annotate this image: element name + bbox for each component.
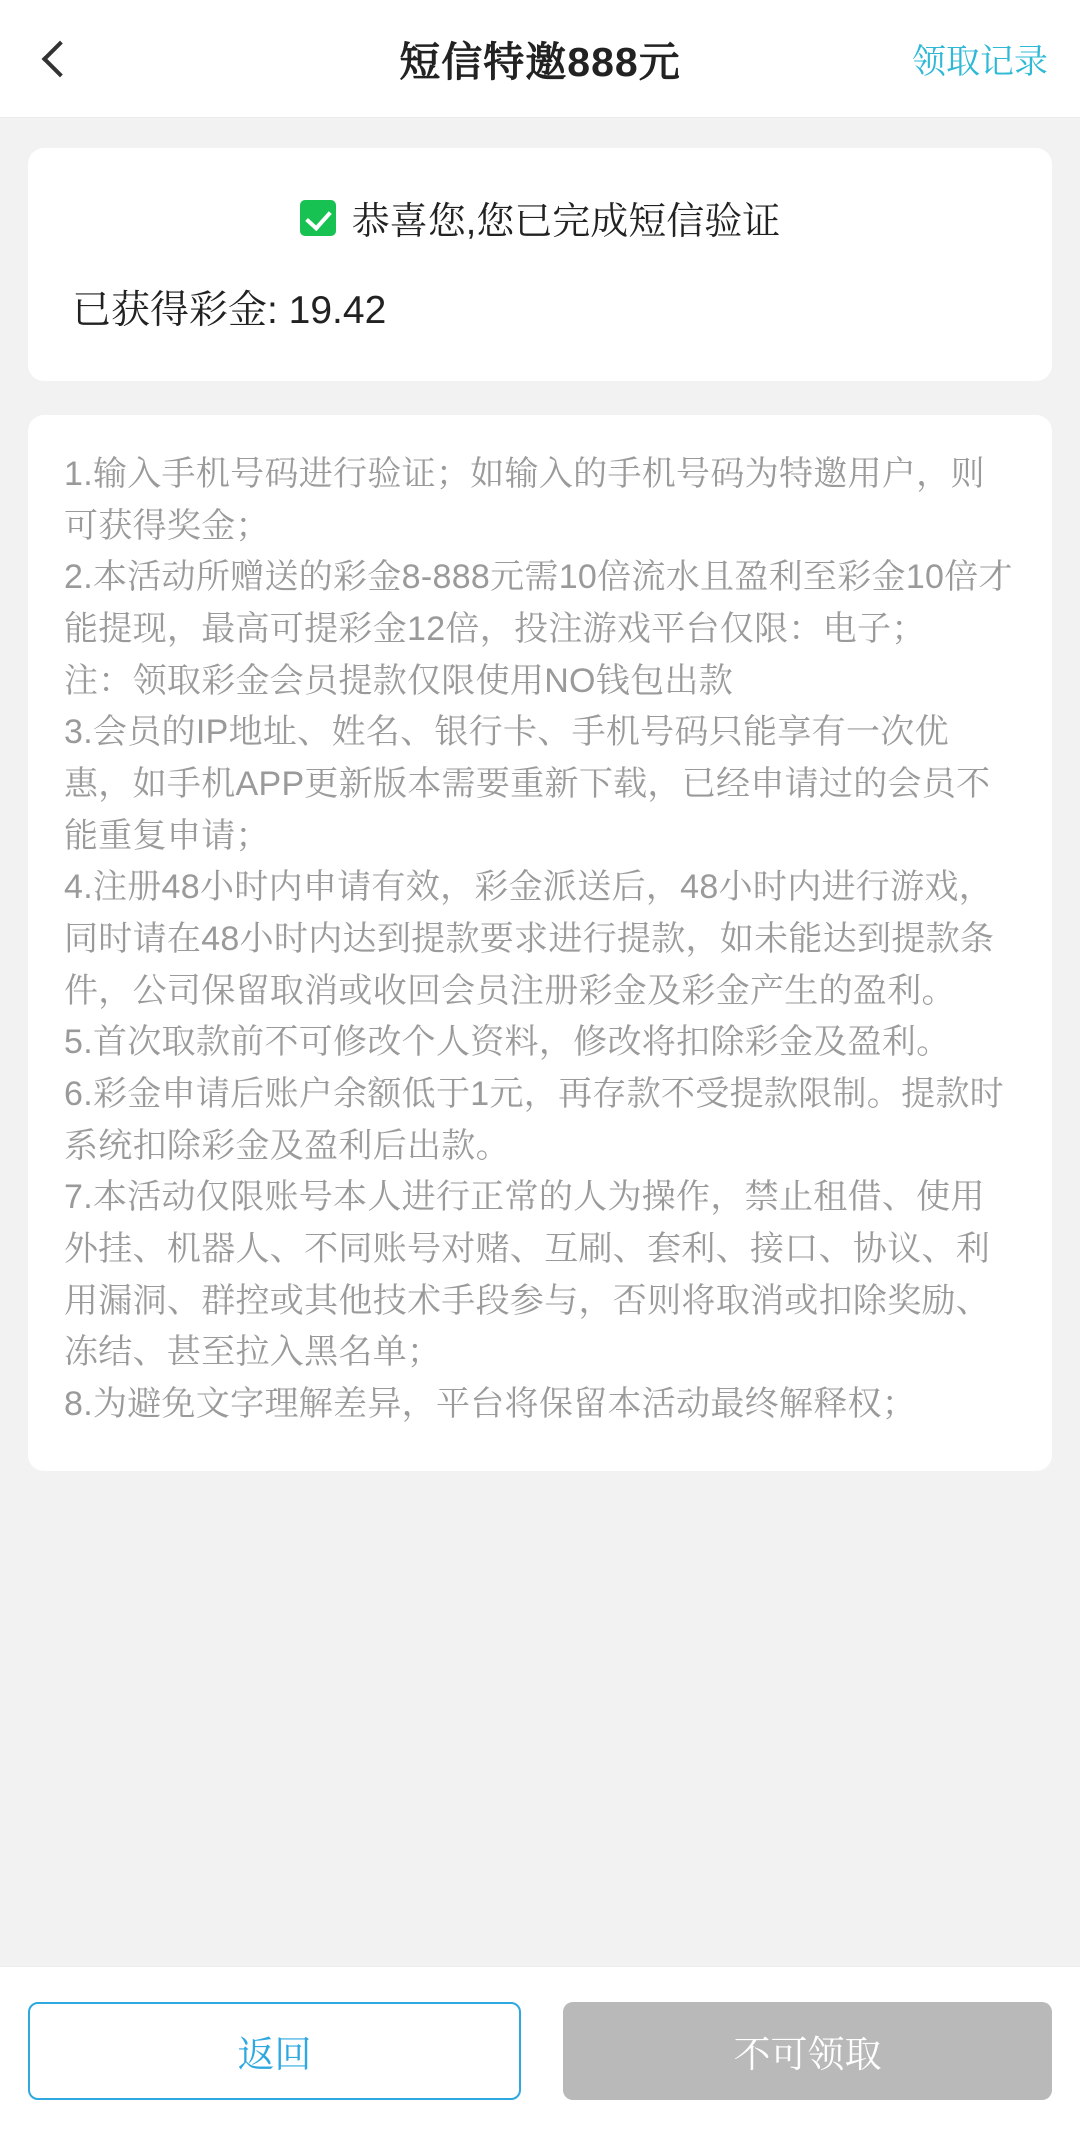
back-button[interactable] (0, 0, 110, 118)
bonus-amount: 已获得彩金: 19.42 (72, 289, 387, 332)
rule-item: 5.首次取款前不可修改个人资料，修改将扣除彩金及盈利。 (64, 1023, 951, 1062)
rule-item: 6.彩金申请后账户余额低于1元，再存款不受提款限制。提款时系统扣除彩金及盈利后出款。 (64, 1075, 1004, 1165)
rule-item: 7.本活动仅限账号本人进行正常的人为操作，禁止租借、使用外挂、机器人、不同账号对赌、互刷、套利、接口、协议、利用漏洞、群控或其他技术手段参与，否则将取消或扣除奖励、冻结、甚至拉入黑名单； (64, 1178, 991, 1372)
footer-actions (0, 1966, 1080, 2134)
page-header (0, 0, 1080, 118)
success-card (28, 148, 1052, 381)
rule-item: 2.本活动所赠送的彩金8-888元需10倍流水且盈利至彩金10倍才能提现，最高可提彩金12倍，投注游戏平台仅限：电子； (64, 558, 1013, 649)
success-message: 恭喜您,您已完成短信验证 (351, 201, 781, 243)
rule-item: 1.输入手机号码进行验证；如输入的手机号码为特邀用户，则可获得奖金； (64, 455, 985, 545)
rule-item: 8.为避免文字理解差异，平台将保留本活动最终解释权； (64, 1385, 917, 1424)
page-body (0, 118, 1080, 1966)
success-message-row (72, 190, 1008, 245)
check-square-icon (300, 200, 336, 236)
claim-button[interactable]: 不可领取 (563, 2002, 1052, 2100)
page-title: 短信特邀888元 (399, 39, 681, 85)
rules-card (28, 415, 1052, 1471)
rule-item: 3.会员的IP地址、姓名、银行卡、手机号码只能享有一次优惠，如手机APP更新版本需要重新下载，已经申请过的会员不能重复申请； (64, 713, 991, 855)
rule-item: 4.注册48小时内申请有效，彩金派送后，48小时内进行游戏，同时请在48小时内达到提款要求进行提款，如未能达到提款条件，公司保留取消或收回会员注册彩金及彩金产生的盈利。 (64, 868, 995, 1010)
claim-records-link[interactable]: 领取记录 (912, 43, 1048, 81)
rule-item: 注：领取彩金会员提款仅限使用NO钱包出款 (64, 661, 733, 700)
chevron-left-icon (42, 40, 79, 77)
back-action-button[interactable]: 返回 (28, 2002, 521, 2100)
